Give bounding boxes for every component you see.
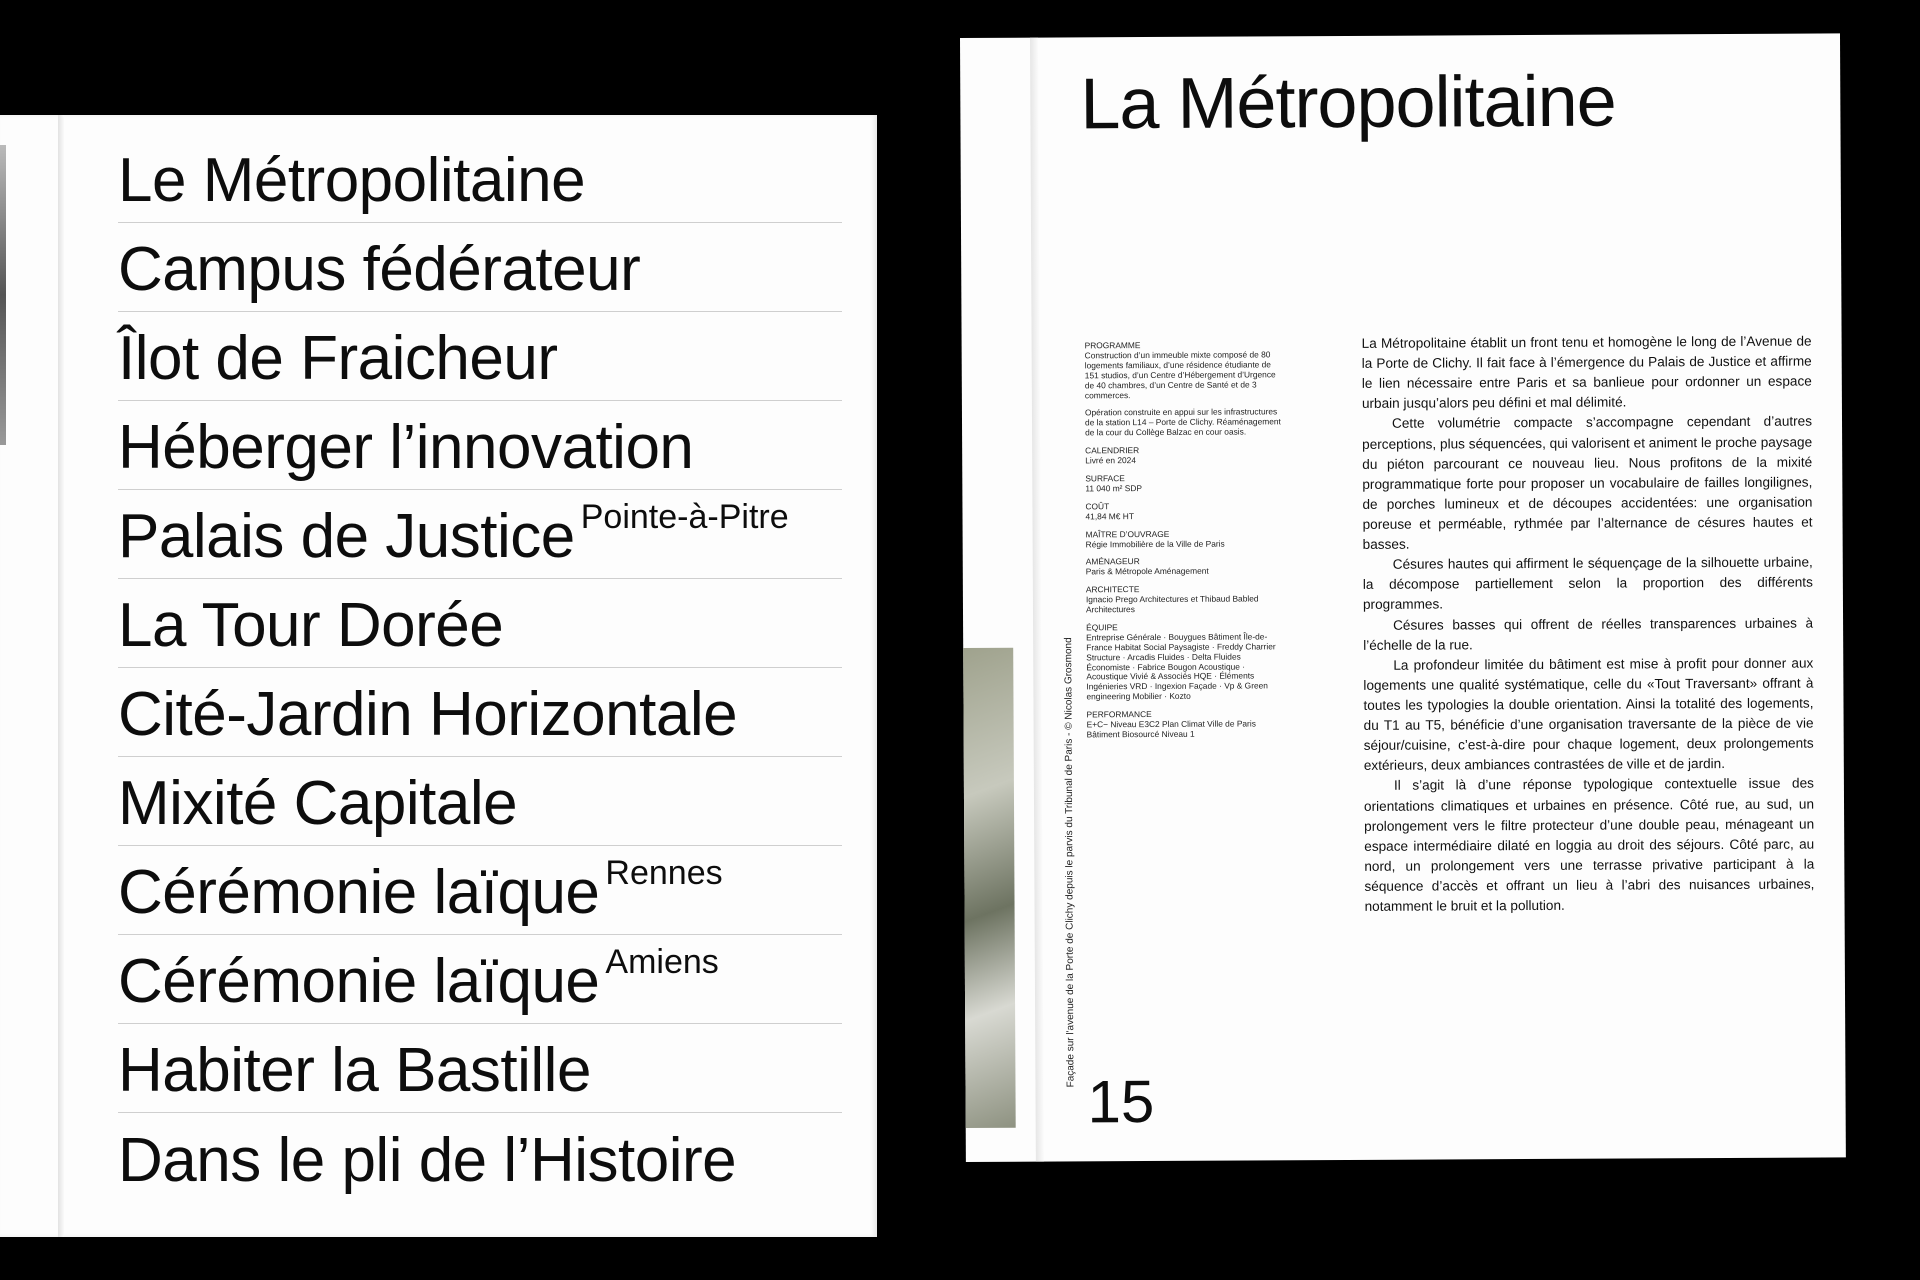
title-row bbox=[118, 1113, 842, 1202]
title-row bbox=[118, 579, 842, 668]
info-block bbox=[1086, 622, 1286, 702]
project-title: Habiter la Bastille bbox=[118, 1036, 591, 1105]
info-label: COÛT bbox=[1085, 501, 1110, 512]
title-row bbox=[118, 115, 842, 223]
info-text: Construction d’un immeuble mixte composé de 80 logements familiaux, d’une résidence étudiante de 151 studios, d’un Centre d’Hébergement d’Urgence de 40 chambres, d’un Centre de Santé et de 3 commerces. bbox=[1084, 349, 1276, 400]
info-block bbox=[1085, 473, 1285, 494]
info-label: ARCHITECTE bbox=[1085, 584, 1140, 595]
info-text: Régie Immobilière de la Ville de Paris bbox=[1085, 538, 1225, 549]
info-block bbox=[1085, 340, 1285, 400]
title-row bbox=[118, 757, 842, 846]
info-block bbox=[1085, 501, 1285, 522]
project-location: Rennes bbox=[605, 854, 723, 892]
body-paragraph: La Métropolitaine établit un front tenu et homogène le long de l’Avenue de la Porte de Clichy. Il fait face à l’émergence du Palais de Justice et affirme le lien nécessaire entre Paris et sa banlieue pour ordonner un espace urbain jusqu’alors peu défini et mal délimité. bbox=[1361, 333, 1812, 412]
project-title: Campus fédérateur bbox=[118, 235, 641, 304]
title-row bbox=[118, 490, 842, 579]
body-paragraph: La profondeur limitée du bâtiment est mise à profit pour donner aux logements une qualité systématique, celle du «Tout Traversant» offrant à toutes les typologies la double orientation. Ainsi la totalité des logements, du T1 au T5, bénéficie d’une organisation traversante de la pièce de vie séjour/cuisine, c’est-à-dire pour chaque logement, deux prolongements extérieurs, deux ambiances contrastées de ville et de jardin. bbox=[1363, 655, 1814, 774]
page-number: 15 bbox=[1087, 1067, 1155, 1136]
project-title: Îlot de Fraicheur bbox=[118, 324, 558, 393]
info-text: E+C− Niveau E3C2 Plan Climat Ville de Paris Bâtiment Biosourcé Niveau 1 bbox=[1086, 718, 1256, 740]
project-title: Palais de Justice bbox=[118, 502, 575, 571]
project-title-list bbox=[118, 115, 842, 1202]
info-text: Entreprise Générale · Bouygues Bâtiment Île-de-France Habitat Social Paysagiste · Freddy Charrier Structure · Arcadis Fluides · Delta Fluides Économiste · Fabrice Bougon Acoustique · Acoustique Vivié & Associés HQE · Éléments Ingénieries VRD · Ingexion Façade · Vp & Green engineering Mobilier · Kozto bbox=[1086, 631, 1276, 702]
body-text-column bbox=[1362, 332, 1815, 918]
info-block bbox=[1086, 585, 1286, 616]
body-paragraph: Césures basses qui offrent de réelles transparences urbaines à l’échelle de la rue. bbox=[1363, 615, 1814, 653]
title-row bbox=[118, 312, 842, 401]
info-text: Paris & Métropole Aménagement bbox=[1085, 566, 1209, 577]
info-block bbox=[1085, 445, 1285, 466]
info-block bbox=[1086, 529, 1286, 550]
info-label: ÉQUIPE bbox=[1086, 622, 1118, 633]
project-title: Cérémonie laïque bbox=[118, 947, 600, 1016]
project-location: Pointe-à-Pitre bbox=[580, 498, 789, 536]
info-text: Ignacio Prego Architectures et Thibaud Babled Architectures bbox=[1085, 593, 1259, 615]
info-text: Livré en 2024 bbox=[1085, 455, 1137, 466]
info-text: 41,84 M€ HT bbox=[1085, 510, 1134, 522]
project-title: Héberger l’innovation bbox=[118, 413, 694, 482]
info-label: PERFORMANCE bbox=[1086, 709, 1152, 720]
right-booklet-page bbox=[960, 33, 1846, 1162]
info-label: MAÎTRE D’OUVRAGE bbox=[1085, 528, 1170, 539]
title-row bbox=[118, 1024, 842, 1113]
facade-photo-edge bbox=[963, 648, 1016, 1128]
info-label: SURFACE bbox=[1085, 473, 1125, 484]
title-row bbox=[118, 401, 842, 490]
title-row bbox=[118, 846, 842, 935]
title-row bbox=[118, 223, 842, 312]
info-label: CALENDRIER bbox=[1085, 445, 1140, 456]
project-info-column bbox=[1085, 340, 1287, 748]
title-row bbox=[118, 668, 842, 757]
info-text: 11 040 m² SDP bbox=[1085, 482, 1143, 494]
info-block bbox=[1087, 709, 1287, 740]
body-paragraph: Il s’agit là d’une réponse typologique contextuelle issue des orientations climatiques et urbaines en présence. Côté rue, au sud, un prolongement vers le filtre protecteur d’une double peau, ménageant un espace intermédiaire dilaté en loggia au droit des séjours. Côté parc, au nord, un prolongement vers une terrasse privative participant à la séquence d’accès et offrant un lieu à l’abri des nuisances urbaines, notamment le bruit et la pollution. bbox=[1363, 775, 1815, 914]
project-title: Cérémonie laïque bbox=[118, 858, 600, 927]
title-row bbox=[118, 935, 842, 1024]
booklet-spine bbox=[58, 115, 64, 1237]
info-block bbox=[1086, 557, 1286, 578]
info-label: AMÉNAGEUR bbox=[1085, 556, 1140, 567]
info-block bbox=[1085, 408, 1285, 439]
booklet-fold bbox=[1030, 38, 1044, 1162]
project-location: Amiens bbox=[605, 943, 719, 981]
project-title: Cité-Jardin Horizontale bbox=[118, 680, 738, 749]
photo-caption: Façade sur l'avenue de la Porte de Clichy depuis le parvis du Tribunal de Paris - © Nicolas Grosmond bbox=[1063, 637, 1077, 1088]
body-paragraph: Cette volumétrie compacte s’accompagne cependant d’autres perceptions, plus séquencées, qui valorisent et animent le proche paysage du piéton parcourant ce nouveau lieu. Nous profitons de la mixité programmatique forte pour proposer un vocabulaire de failles longilignes, de porches lumineux et de découpes accidentées: une organisation poreuse et perméable, rythmée par l’alternance de césures hautes et basses. bbox=[1362, 413, 1813, 552]
photo-edge-strip bbox=[0, 145, 6, 445]
project-title: Dans le pli de l’Histoire bbox=[118, 1126, 737, 1195]
project-title: Mixité Capitale bbox=[118, 769, 518, 838]
left-booklet-page bbox=[0, 115, 877, 1237]
page-title: La Métropolitaine bbox=[1080, 61, 1616, 145]
info-label: PROGRAMME bbox=[1084, 340, 1141, 351]
project-title: Le Métropolitaine bbox=[118, 146, 586, 215]
info-text: Opération construite en appui sur les infrastructures de la station L14 – Porte de Clichy. Réaménagement de la cour du Collège Balzac en cour oasis. bbox=[1084, 406, 1281, 438]
project-title: La Tour Dorée bbox=[118, 591, 504, 660]
body-paragraph: Césures hautes qui affirment le séquençage de la silhouette urbaine, la décompose partiellement selon la proportion des différents programmes. bbox=[1362, 554, 1813, 613]
